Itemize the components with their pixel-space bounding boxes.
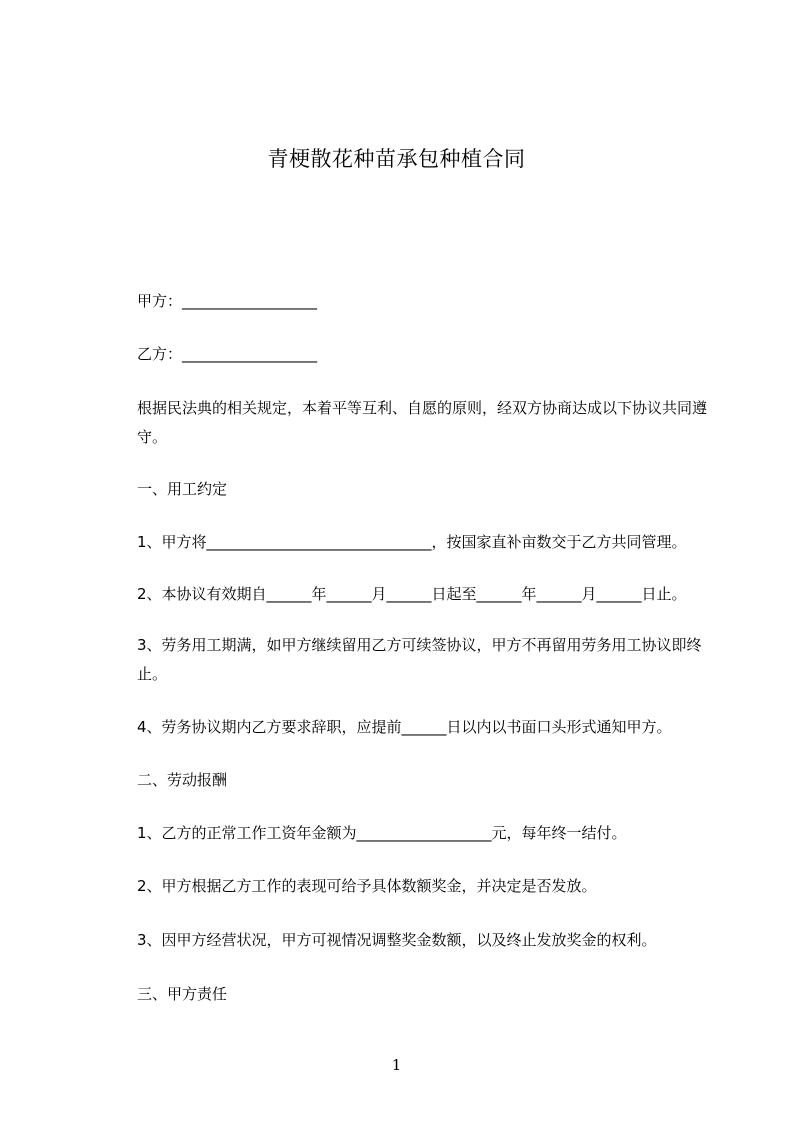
clause-2-3: 3、因甲方经营状况，甲方可视情况调整奖金数额，以及终止发放奖金的权利。	[137, 931, 657, 949]
page-number: 1	[391, 1056, 402, 1074]
clause-1-1: 1、甲方将______________________________，按国家直补亩数交于乙方共同管理。	[137, 533, 687, 551]
clause-1-3: 3、劳务用工期满，如甲方继续留用乙方可续签协议，甲方不再留用劳务用工协议即终止。	[137, 636, 702, 683]
clause-2-2: 2、甲方根据乙方工作的表现可给予具体数额奖金，并决定是否发放。	[137, 877, 597, 895]
party-a-line: 甲方：__________________	[137, 292, 318, 310]
clause-2-1: 1、乙方的正常工作工资年金额为__________________元，每年终一结付。	[137, 824, 627, 842]
section-heading-remuneration: 二、劳动报酬	[137, 771, 228, 789]
clause-1-4: 4、劳务协议期内乙方要求辞职，应提前______日以内以书面口头形式通知甲方。	[137, 718, 672, 736]
section-heading-employment: 一、用工约定	[137, 480, 228, 498]
document-title: 青梗散花种苗承包种植合同	[267, 147, 526, 171]
party-b-line: 乙方：__________________	[137, 345, 318, 363]
clause-1-2: 2、本协议有效期自______年______月______日起至______年______月______日止。	[137, 585, 687, 603]
intro-paragraph: 根据民法典的相关规定，本着平等互利、自愿的原则，经双方协商达成以下协议共同遵守。	[137, 399, 708, 446]
section-heading-party-a-duties: 三、甲方责任	[137, 985, 228, 1003]
